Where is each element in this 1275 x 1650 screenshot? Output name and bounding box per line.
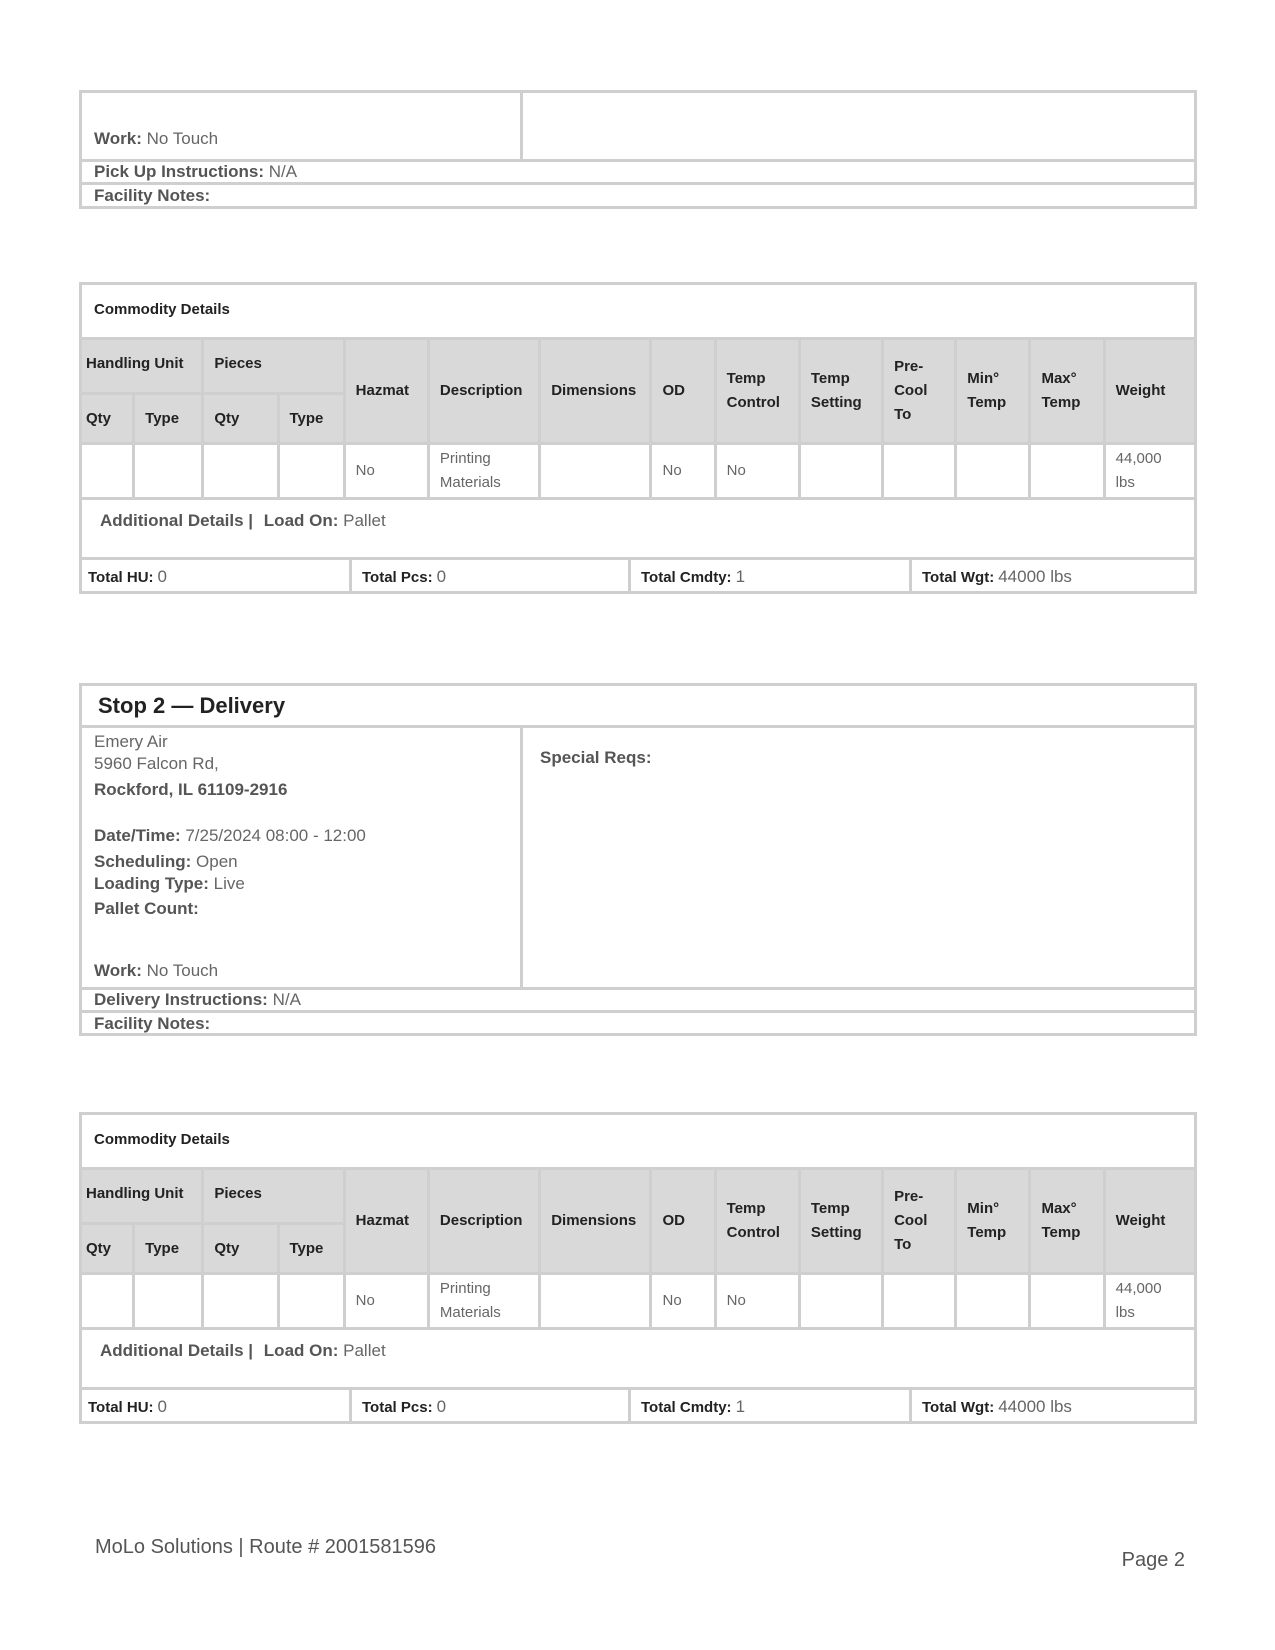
stop2-instructions: Delivery Instructions: N/A [94, 990, 301, 1009]
hu-type-cell [134, 1274, 203, 1329]
commodity-title: Commodity Details [94, 301, 230, 318]
stop1-facility-notes: Facility Notes: [94, 186, 211, 205]
commodity-details-2 [79, 1112, 1197, 1424]
hu-type-header: Type [134, 394, 203, 444]
hazmat-header: Hazmat [344, 1169, 428, 1274]
hazmat-header: Hazmat [344, 339, 428, 444]
description-cell: Printing Materials [428, 1274, 539, 1329]
description-header: Description [428, 339, 539, 444]
additional-details: Additional Details | Load On: Pallet [100, 1341, 386, 1360]
min-temp-cell [956, 444, 1030, 499]
row-divider [82, 1010, 1194, 1013]
hu-type-cell [134, 444, 203, 499]
pieces-header: Pieces [203, 339, 344, 394]
stop2-facility-notes: Facility Notes: [94, 1014, 211, 1033]
max-temp-header: Max° Temp [1030, 1169, 1104, 1274]
dimensions-cell [540, 1274, 651, 1329]
temp-setting-cell [799, 1274, 882, 1329]
pcs-type-header: Type [278, 1224, 344, 1274]
stop1-instructions: Pick Up Instructions: N/A [94, 162, 298, 181]
stop2-body [82, 728, 1194, 990]
temp-control-cell: No [715, 444, 799, 499]
totals-row [82, 557, 1194, 594]
od-header: OD [651, 1169, 715, 1274]
max-temp-cell [1030, 444, 1104, 499]
stop2-scheduling: Scheduling: Open [94, 852, 238, 871]
pieces-header: Pieces [203, 1169, 344, 1224]
stop2-special-reqs: Special Reqs: [540, 748, 652, 767]
temp-setting-header: Temp Setting [799, 1169, 882, 1274]
dimensions-header: Dimensions [540, 339, 651, 444]
pcs-qty-cell [203, 444, 278, 499]
totals-row [82, 1387, 1194, 1424]
total-hu: Total HU: 0 [82, 1390, 352, 1424]
min-temp-header: Min° Temp [956, 339, 1030, 444]
handling-unit-header: Handling Unit [81, 339, 203, 394]
stop2-work: Work: No Touch [94, 961, 219, 980]
total-cmdty: Total Cmdty: 1 [631, 1390, 912, 1424]
commodity-table [79, 337, 1197, 500]
temp-setting-header: Temp Setting [799, 339, 882, 444]
handling-unit-header: Handling Unit [81, 1169, 203, 1224]
min-temp-cell [956, 1274, 1030, 1329]
column-divider [520, 728, 523, 987]
stop2-street: 5960 Falcon Rd, [94, 754, 219, 773]
od-cell: No [651, 1274, 715, 1329]
page-number: Page 2 [1121, 1549, 1185, 1571]
total-hu: Total HU: 0 [82, 560, 352, 594]
stop2-details [79, 683, 1197, 1036]
hu-qty-cell [81, 1274, 134, 1329]
pcs-type-header: Type [278, 394, 344, 444]
stop2-datetime: Date/Time: 7/25/2024 08:00 - 12:00 [94, 826, 366, 845]
dimensions-header: Dimensions [540, 1169, 651, 1274]
stop2-loading-type: Loading Type: Live [94, 874, 245, 893]
hu-type-header: Type [134, 1224, 203, 1274]
dimensions-cell [540, 444, 651, 499]
column-divider [520, 93, 523, 159]
stop2-city: Rockford, IL 61109-2916 [94, 780, 288, 799]
stop2-pallet-count: Pallet Count: [94, 899, 199, 918]
commodity-details-1 [79, 282, 1197, 594]
hu-qty-cell [81, 444, 134, 499]
pre-cool-cell [883, 1274, 956, 1329]
pcs-type-cell [278, 1274, 344, 1329]
table-row [81, 444, 1196, 499]
total-wgt: Total Wgt: 44000 lbs [922, 1397, 1072, 1416]
pre-cool-header: Pre-Cool To [883, 1169, 956, 1274]
total-pcs: Total Pcs: 0 [352, 560, 631, 594]
stop2-name: Emery Air [94, 732, 168, 751]
stop1-upper [82, 93, 1194, 162]
hazmat-cell: No [344, 1274, 428, 1329]
hazmat-cell: No [344, 444, 428, 499]
weight-cell: 44,000 lbs [1104, 1274, 1195, 1329]
temp-control-header: Temp Control [715, 339, 799, 444]
weight-header: Weight [1104, 1169, 1195, 1274]
stop2-title: Stop 2 — Delivery [98, 693, 286, 718]
od-header: OD [651, 339, 715, 444]
od-cell: No [651, 444, 715, 499]
row-divider [82, 182, 1194, 185]
pcs-qty-header: Qty [203, 1224, 278, 1274]
total-cmdty: Total Cmdty: 1 [631, 560, 912, 594]
weight-cell: 44,000 lbs [1104, 444, 1195, 499]
description-cell: Printing Materials [428, 444, 539, 499]
commodity-title: Commodity Details [94, 1131, 230, 1148]
temp-setting-cell [799, 444, 882, 499]
total-pcs: Total Pcs: 0 [352, 1390, 631, 1424]
footer-route: MoLo Solutions | Route # 2001581596 [95, 1536, 437, 1558]
description-header: Description [428, 1169, 539, 1274]
temp-control-cell: No [715, 1274, 799, 1329]
max-temp-cell [1030, 1274, 1104, 1329]
hu-qty-header: Qty [81, 394, 134, 444]
stop1-work: Work: No Touch [94, 129, 219, 148]
min-temp-header: Min° Temp [956, 1169, 1030, 1274]
pre-cool-cell [883, 444, 956, 499]
temp-control-header: Temp Control [715, 1169, 799, 1274]
total-wgt: Total Wgt: 44000 lbs [922, 567, 1072, 586]
additional-details: Additional Details | Load On: Pallet [100, 511, 386, 530]
pcs-qty-cell [203, 1274, 278, 1329]
pre-cool-header: Pre-Cool To [883, 339, 956, 444]
stop2-header [82, 686, 1194, 728]
pcs-qty-header: Qty [203, 394, 278, 444]
hu-qty-header: Qty [81, 1224, 134, 1274]
table-row [81, 1274, 1196, 1329]
weight-header: Weight [1104, 339, 1195, 444]
pcs-type-cell [278, 444, 344, 499]
commodity-table [79, 1167, 1197, 1330]
stop1-details [79, 90, 1197, 209]
max-temp-header: Max° Temp [1030, 339, 1104, 444]
